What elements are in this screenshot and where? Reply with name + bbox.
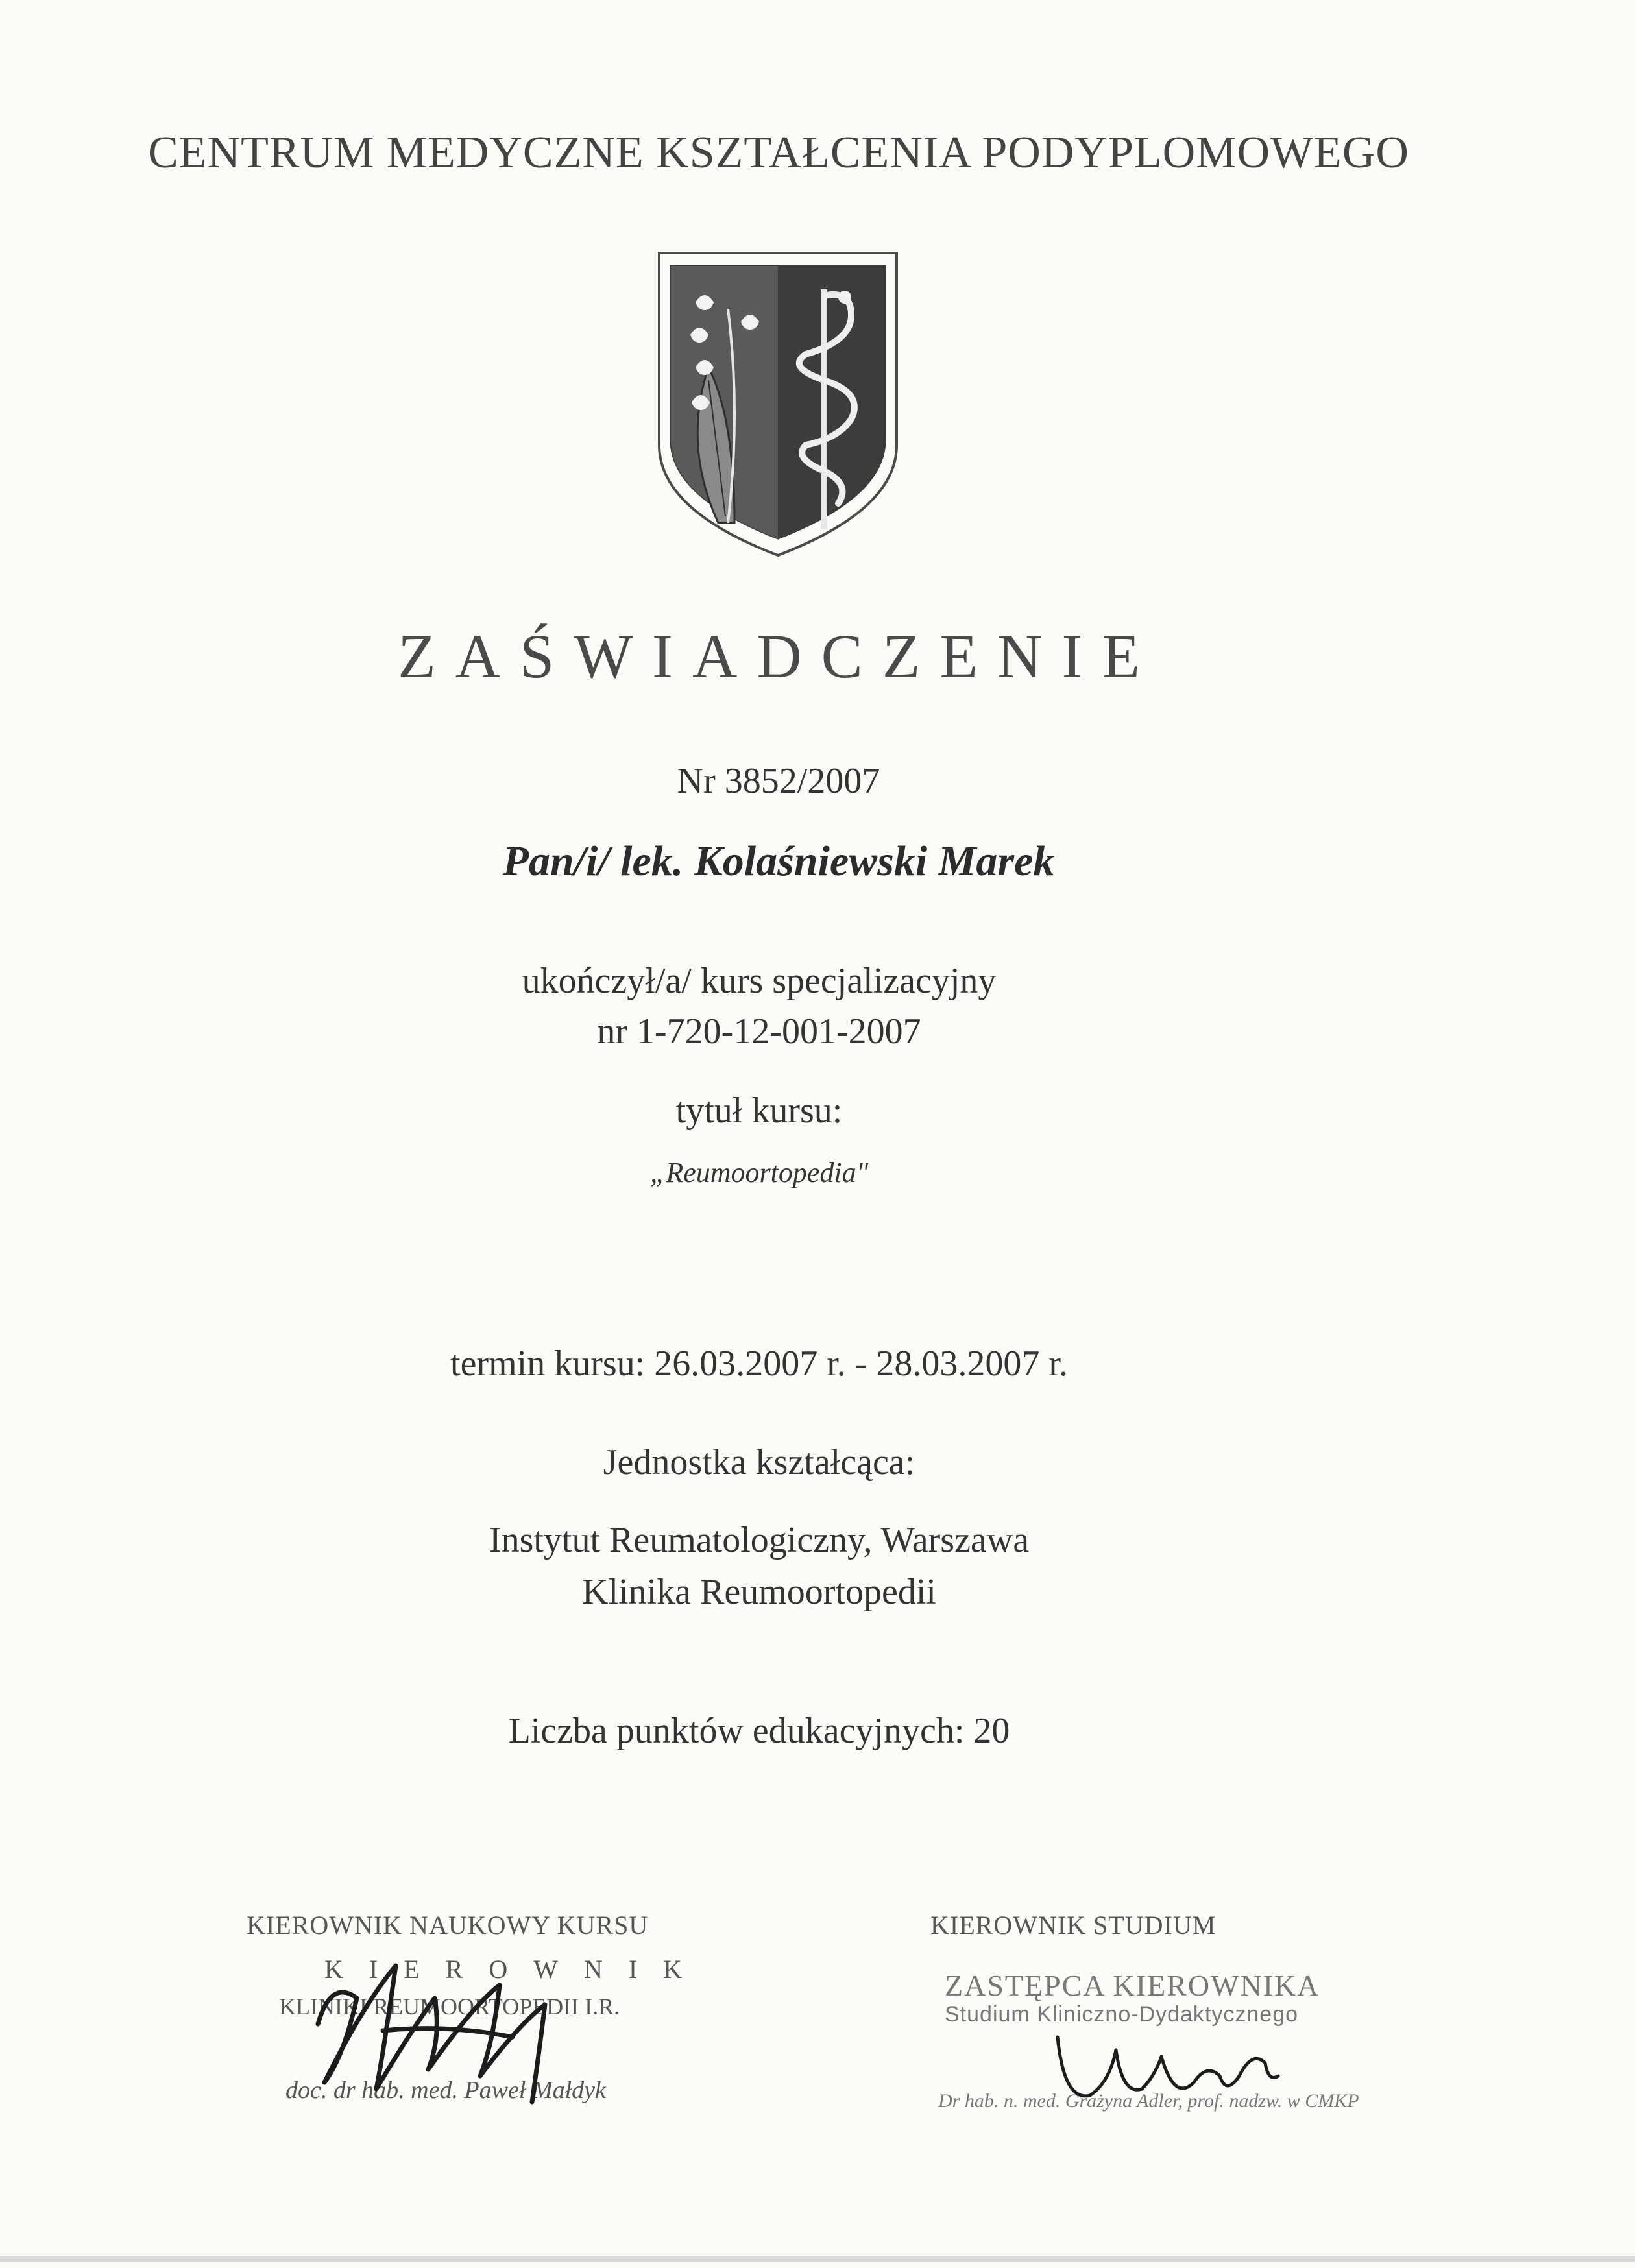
left-stamp-clinic: KLINIKI REUMOORTOPEDII I.R. [279, 1994, 620, 2020]
right-signature-heading: KIEROWNIK STUDIUM [930, 1911, 1217, 1940]
left-stamp-name: doc. dr hab. med. Paweł Małdyk [285, 2077, 606, 2104]
certificate-number: Nr 3852/2007 [677, 761, 880, 801]
completed-text: ukończył/a/ kurs specjalizacyjny [522, 961, 997, 1001]
left-signature-heading: KIEROWNIK NAUKOWY KURSU [247, 1911, 649, 1940]
crest-emblem [657, 250, 899, 558]
course-title-label: tytuł kursu: [675, 1091, 843, 1131]
document-title: ZAŚWIADCZENIE [398, 621, 1159, 691]
unit-institute: Instytut Reumatologiczny, Warszawa [489, 1520, 1030, 1560]
course-title: „Reumoortopedia" [649, 1157, 869, 1188]
course-number: nr 1-720-12-001-2007 [597, 1011, 921, 1052]
right-stamp-name: Dr hab. n. med. Grażyna Adler, prof. nadzw. w CMKP [938, 2090, 1359, 2112]
unit-label: Jednostka kształcąca: [603, 1442, 915, 1482]
education-points: Liczba punktów edukacyjnych: 20 [508, 1711, 1010, 1751]
recipient-name: Pan/i/ lek. Kolaśniewski Marek [502, 838, 1055, 885]
course-term: termin kursu: 26.03.2007 r. - 28.03.2007 r. [450, 1344, 1068, 1384]
scan-bottom-edge [0, 2256, 1635, 2262]
unit-clinic: Klinika Reumoortopedii [582, 1572, 936, 1612]
institution-name: CENTRUM MEDYCZNE KSZTAŁCENIA PODYPLOMOWEGO [148, 128, 1409, 178]
right-handwritten-signature [1045, 2011, 1291, 2121]
left-stamp-title: KIEROWNIK [324, 1955, 708, 1984]
right-stamp-unit: Studium Kliniczno-Dydaktycznego [945, 2002, 1299, 2027]
left-handwritten-signature [305, 1927, 642, 2115]
right-stamp-title: ZASTĘPCA KIEROWNIKA [945, 1969, 1320, 2002]
